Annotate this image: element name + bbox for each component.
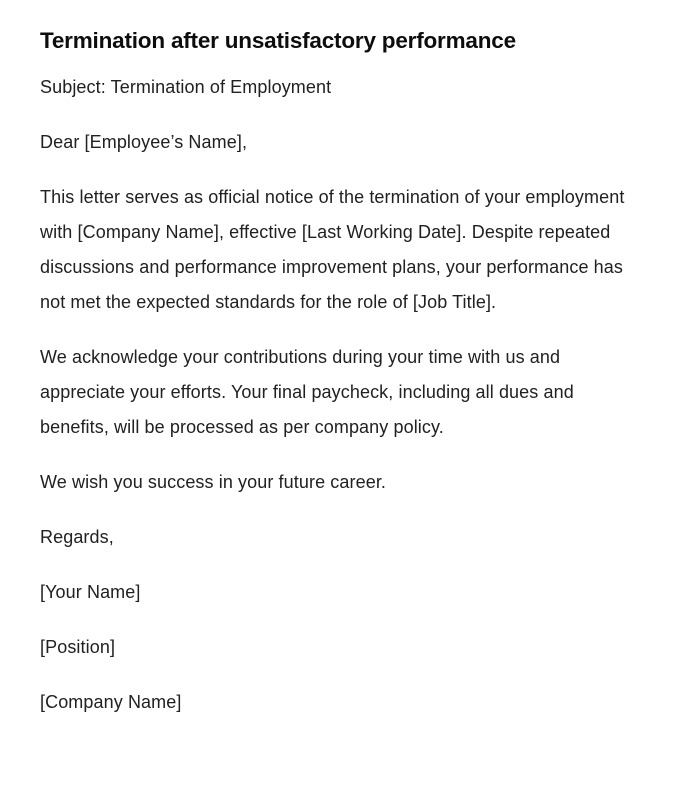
signature-position: [Position] <box>40 637 116 657</box>
signature-name: [Your Name] <box>40 582 141 602</box>
body-paragraph-3: We wish you success in your future career. <box>40 472 387 492</box>
body-paragraph-2: We acknowledge your contributions during your time with us and appreciate your efforts. Your final paycheck, including all dues and benefits, will be processed as per company policy. <box>40 347 574 437</box>
signature-company: [Company Name] <box>40 692 182 712</box>
body-paragraph-1: This letter serves as official notice of the termination of your employment with [Company Name], effective [Last Working Date]. Despite repeated discussions and performance improvement plans, your performance has not met the expected standards for the role of [Job Title]. <box>40 187 625 312</box>
page-title: Termination after unsatisfactory performance <box>40 28 516 53</box>
closing-line: Regards, <box>40 527 114 547</box>
subject-line: Subject: Termination of Employment <box>40 77 332 97</box>
salutation: Dear [Employee’s Name], <box>40 132 248 152</box>
